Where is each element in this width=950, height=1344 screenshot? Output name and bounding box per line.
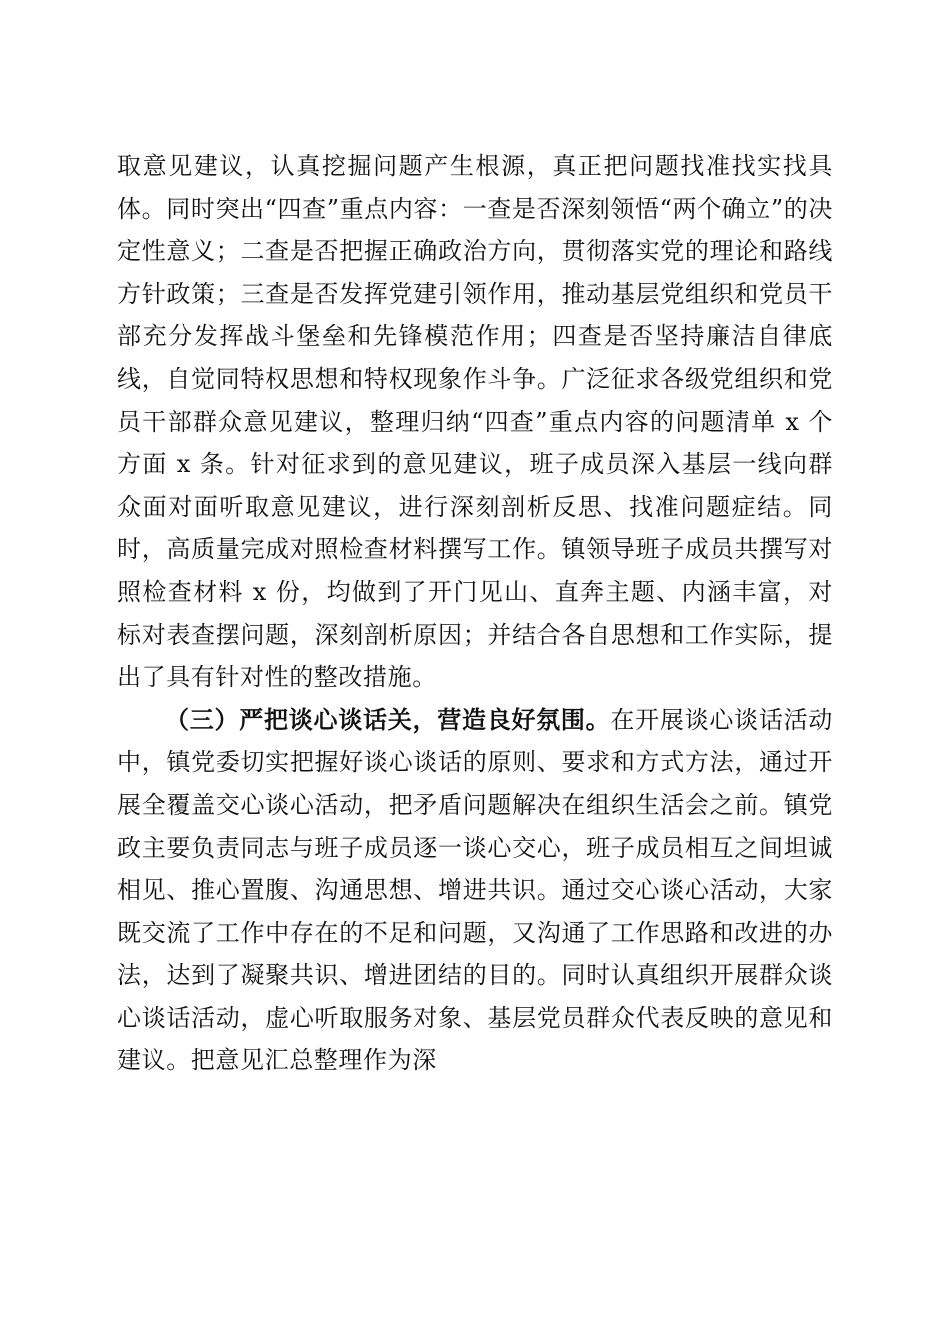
paragraph-section-three <box>117 699 833 1082</box>
section-heading-three: （三）严把谈心谈话关，营造良好氛围。 <box>165 704 611 734</box>
paragraph-continued: 取意见建议，认真挖掘问题产生根源，真正把问题找准找实找具体。同时突出“四查”重点内容：一查是否深刻领悟“两个确立”的决定性意义；二查是否把握正确政治方向，贯彻落实党的理论和路线方针政策；三查是否发挥党建引领作用，推动基层党组织和党员干部充分发挥战斗堡垒和先锋模范作用；四查是否坚持廉洁自律底线，自觉同特权思想和特权现象作斗争。广泛征求各级党组织和党员干部群众意见建议，整理归纳“四查”重点内容的问题清单 x 个方面 x 条。针对征求到的意见建议，班子成员深入基层一线向群众面对面听取意见建议，进行深刻剖析反思、找准问题症结。同时，高质量完成对照检查材料撰写工作。镇领导班子成员共撰写对照检查材料 x 份，均做到了开门见山、直奔主题、内涵丰富，对标对表查摆问题，深刻剖析原因；并结合各自思想和工作实际，提出了具有针对性的整改措施。 <box>117 152 833 692</box>
document-body <box>117 145 833 1082</box>
section-three-body: 在开展谈心谈话活动中，镇党委切实把握好谈心谈话的原则、要求和方式方法，通过开展全覆盖交心谈心活动，把矛盾问题解决在组织生活会之前。镇党政主要负责同志与班子成员逐一谈心交心，班子成员相互之间坦诚相见、推心置腹、沟通思想、增进共识。通过交心谈心活动，大家既交流了工作中存在的不足和问题，又沟通了工作思路和改进的办法，达到了凝聚共识、增进团结的目的。同时认真组织开展群众谈心谈话活动，虚心听取服务对象、基层党员群众代表反映的意见和建议。把意见汇总整理作为深 <box>117 705 833 1075</box>
